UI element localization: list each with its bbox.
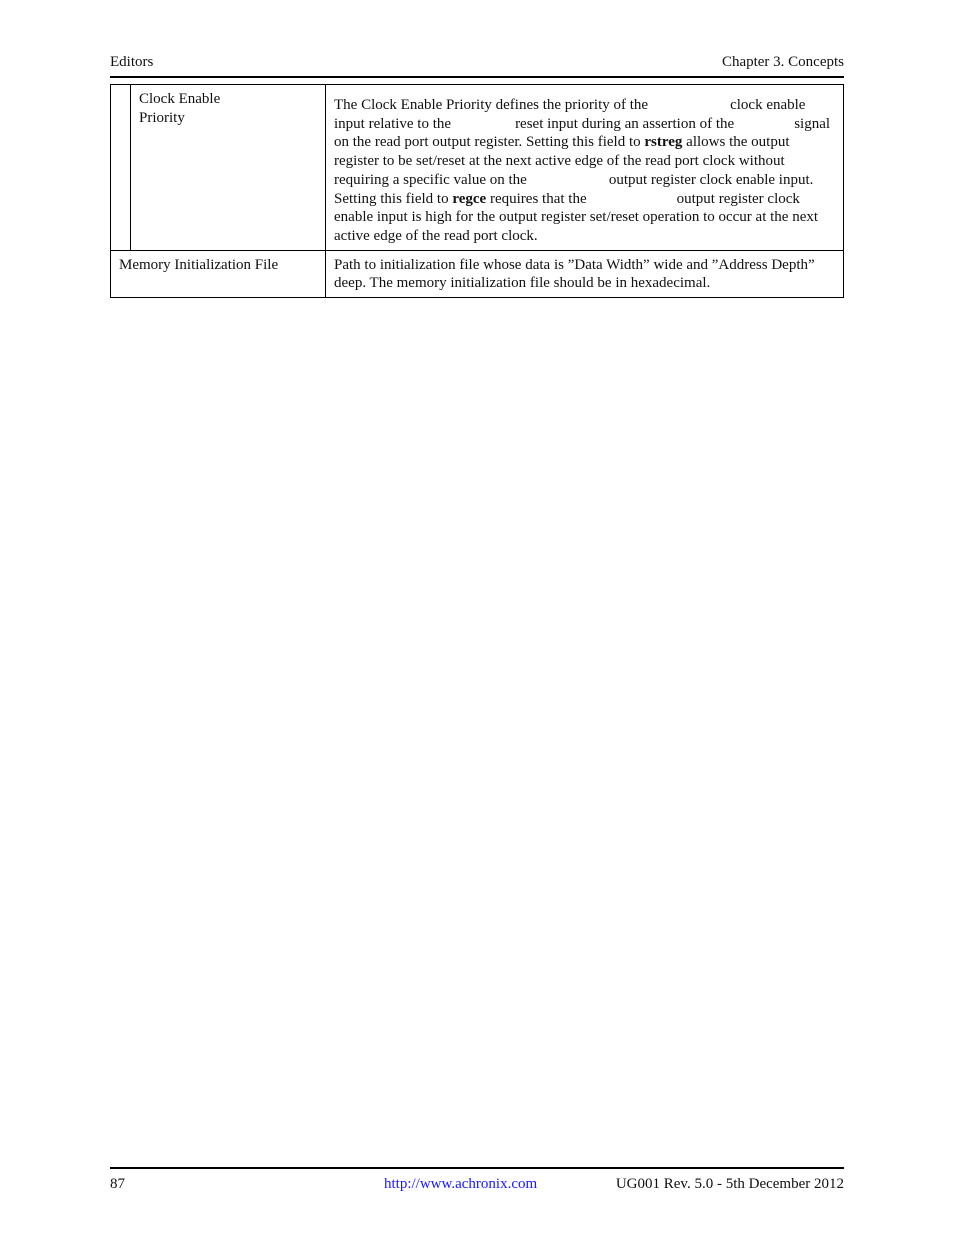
desc-text: signal on the read port output register. Setting this field to	[334, 115, 831, 151]
table-row	[111, 250, 844, 297]
table-row	[111, 85, 844, 251]
website-link[interactable]: http://www.achronix.com	[384, 1176, 538, 1192]
page-number: 87	[110, 1176, 125, 1192]
desc-text: Path to initialization file whose data is ”Data Width” wide and ”Address Depth” deep. The memory initialization file should be in hexadecimal.	[334, 256, 815, 292]
document-revision: UG001 Rev. 5.0 - 5th December 2012	[615, 1176, 844, 1192]
desc-bold-text: rstreg	[644, 134, 683, 151]
desc-text: The Clock Enable Priority defines the priority of the	[334, 97, 649, 113]
desc-text: output register clock enable input. Setting this field to	[334, 171, 814, 207]
parameter-description-cell	[326, 250, 844, 297]
header-chapter-title: Chapter 3. Concepts	[721, 54, 844, 70]
desc-text: allows the output register to be set/reset at the next active edge of the read port clock without requiring a specific value on the	[334, 134, 790, 188]
parameter-name-cell	[131, 85, 326, 251]
parameter-name: Clock Enable Priority	[139, 91, 221, 126]
parameter-name-cell	[111, 250, 326, 297]
page-footer	[110, 1167, 844, 1193]
desc-text: output register clock enable input is high for the output register set/reset operation to occur at the next active edge of the read port clock.	[334, 190, 819, 244]
parameter-name: Memory Initialization File	[119, 256, 279, 273]
desc-text: requires that the	[489, 190, 587, 207]
parameter-description-cell	[326, 85, 844, 251]
indent-cell	[111, 85, 131, 251]
desc-bold-text: regce	[452, 190, 487, 207]
desc-text: clock enable input relative to the	[334, 97, 806, 132]
header-section-title: Editors	[110, 54, 154, 70]
parameter-table	[110, 84, 844, 298]
desc-text: reset input during an assertion of the	[515, 115, 735, 132]
page-header	[110, 54, 844, 78]
